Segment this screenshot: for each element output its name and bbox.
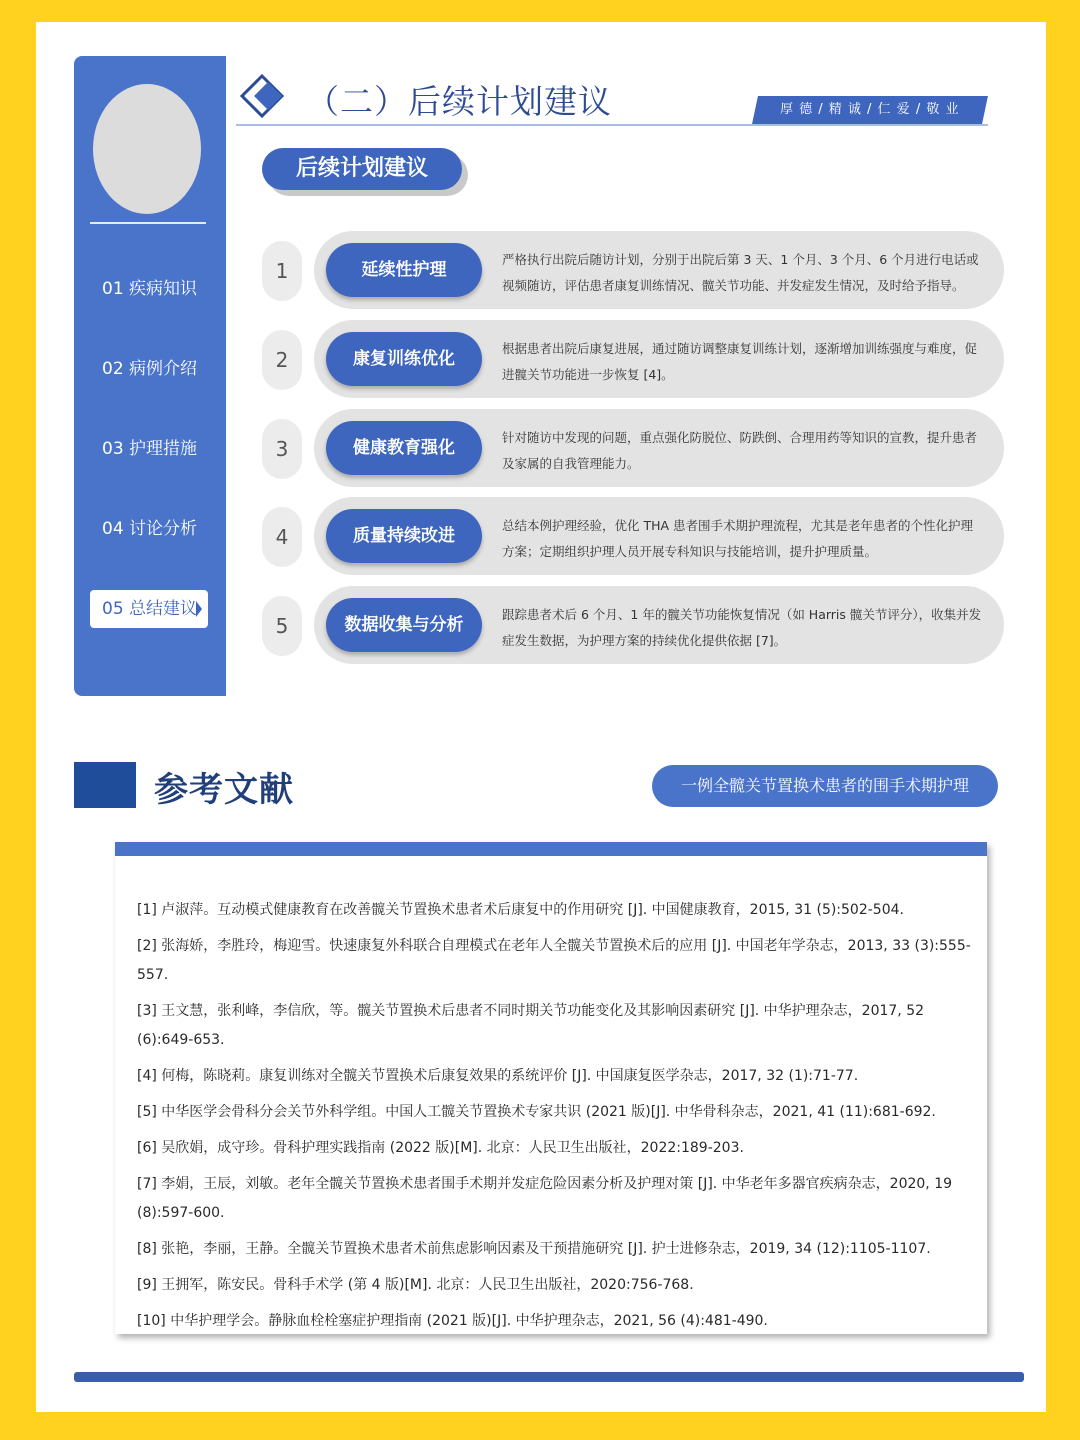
sidebar [74, 56, 226, 696]
sidebar-item-case-intro[interactable]: 02 病例介绍 [102, 359, 198, 379]
plan-item [262, 586, 1004, 666]
motto-banner [752, 96, 988, 124]
references-title: 参考文献 [154, 770, 294, 810]
plan-text: 跟踪患者术后 6 个月、1 年的髋关节功能恢复情况（如 Harris 髋关节评分），收集并发症发生数据，为护理方案的持续优化提供依据 [7]。 [502, 607, 982, 648]
sidebar-item-discussion[interactable]: 04 讨论分析 [102, 519, 198, 539]
sidebar-item-summary[interactable]: 05 总结建议 [90, 590, 208, 628]
plan-item [262, 231, 1004, 311]
plan-item [262, 497, 1004, 577]
reference-item: [10] 中华护理学会。静脉血栓栓塞症护理指南 (2021 版)[J]. 中华护理杂志，2021, 56 (4):481-490. [137, 1313, 768, 1329]
sidebar-item-nursing-measures[interactable]: 03 护理措施 [102, 439, 198, 459]
avatar [93, 84, 201, 214]
plan-number: 3 [262, 419, 302, 479]
plan-item [262, 409, 1004, 489]
sidebar-item-disease-knowledge[interactable]: 01 疾病知识 [102, 279, 198, 299]
reference-item: [4] 何梅，陈晓莉。康复训练对全髋关节置换术后康复效果的系统评价 [J]. 中国康复医学杂志，2017, 32 (1):71-77. [137, 1068, 859, 1084]
subtitle-badge: 后续计划建议 [262, 148, 462, 190]
reference-item: [6] 吴欣娟，成守珍。骨科护理实践指南 (2022 版)[M]. 北京：人民卫生出版社，2022:189-203. [137, 1140, 744, 1156]
references-list [137, 896, 973, 1343]
reference-item: [7] 李娟，王辰，刘敏。老年全髋关节置换术患者围手术期并发症危险因素分析及护理对策 [J]. 中华老年多器官疾病杂志，2020, 19 (8):597-600. [137, 1176, 953, 1221]
diamond-icon [240, 74, 288, 118]
references-card [115, 842, 987, 1334]
plan-text: 针对随访中发现的问题，重点强化防脱位、防跌倒、合理用药等知识的宣教，提升患者及家属的自我管理能力。 [502, 430, 978, 471]
references-tag: 一例全髋关节置换术患者的围手术期护理 [652, 765, 998, 807]
section-title: （二）后续计划建议 [306, 82, 612, 121]
reference-item: [8] 张艳，李丽，王静。全髋关节置换术患者术前焦虑影响因素及干预措施研究 [J]. 护士进修杂志，2019, 34 (12):1105-1107. [137, 1241, 931, 1257]
reference-item: [2] 张海娇，李胜玲，梅迎雪。快速康复外科联合自理模式在老年人全髋关节置换术后的应用 [J]. 中国老年学杂志，2013, 33 (3):555-557. [137, 938, 971, 983]
references-marker [74, 762, 136, 808]
plan-item [262, 320, 1004, 400]
plan-label: 延续性护理 [326, 243, 482, 297]
plan-number: 2 [262, 330, 302, 390]
reference-item: [3] 王文慧，张利峰，李信欣，等。髋关节置换术后患者不同时期关节功能变化及其影响因素研究 [J]. 中华护理杂志，2017, 52 (6):649-653. [137, 1003, 925, 1048]
title-divider [236, 124, 988, 126]
footer-bar [74, 1372, 1024, 1382]
reference-item: [9] 王拥军，陈安民。骨科手术学 (第 4 版)[M]. 北京：人民卫生出版社，2020:756-768. [137, 1277, 694, 1293]
plan-label: 康复训练优化 [326, 332, 482, 386]
reference-item: [1] 卢淑萍。互动模式健康教育在改善髋关节置换术患者术后康复中的作用研究 [J]. 中国健康教育，2015, 31 (5):502-504. [137, 902, 904, 918]
plan-text: 根据患者出院后康复进展，通过随访调整康复训练计划，逐渐增加训练强度与难度，促进髋关节功能进一步恢复 [4]。 [502, 341, 978, 382]
sidebar-divider [90, 222, 206, 224]
reference-item: [5] 中华医学会骨科分会关节外科学组。中国人工髋关节置换术专家共识 (2021 版)[J]. 中华骨科杂志，2021, 41 (11):681-692. [137, 1104, 936, 1120]
plan-number: 4 [262, 507, 302, 567]
plan-number: 1 [262, 241, 302, 301]
plan-number: 5 [262, 596, 302, 656]
motto-text: 厚 德 / 精 诚 / 仁 爱 / 敬 业 [780, 102, 960, 117]
plan-text: 总结本例护理经验，优化 THA 患者围手术期护理流程，尤其是老年患者的个性化护理方案；定期组织护理人员开展专科知识与技能培训，提升护理质量。 [502, 518, 974, 559]
plan-label: 健康教育强化 [326, 421, 482, 475]
plan-text: 严格执行出院后随访计划，分别于出院后第 3 天、1 个月、3 个月、6 个月进行电话或视频随访，评估患者康复训练情况、髋关节功能、并发症发生情况，及时给予指导。 [502, 252, 979, 293]
plan-label: 质量持续改进 [326, 509, 482, 563]
plan-label: 数据收集与分析 [326, 598, 482, 652]
